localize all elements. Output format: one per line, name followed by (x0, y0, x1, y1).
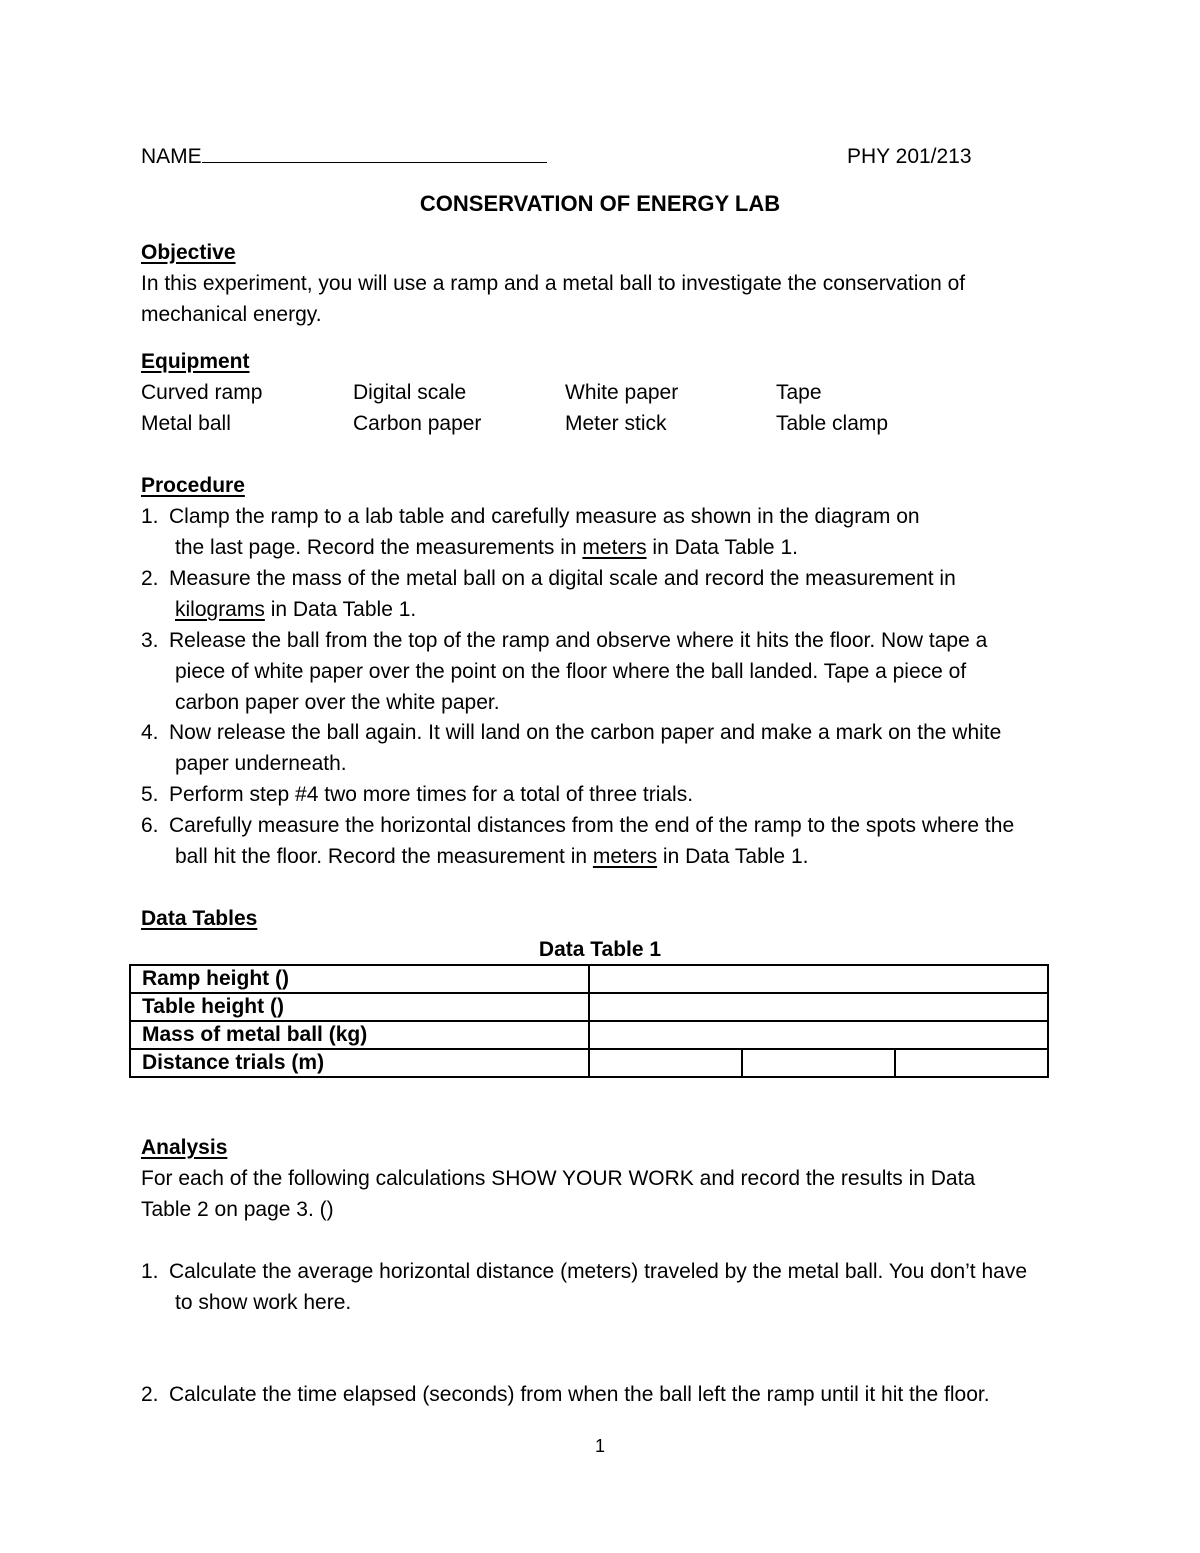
page-number: 1 (594, 1436, 605, 1456)
analysis-intro-line1: For each of the following calculations SHOW YOUR WORK and record the results in Data (141, 1167, 976, 1190)
procedure-step-number: 5. (141, 783, 159, 806)
analysis-heading: Analysis (141, 1136, 228, 1159)
distance-trial-2-cell[interactable] (742, 1049, 895, 1077)
equipment-item: Tape (776, 381, 822, 404)
procedure-step-2-line1: Measure the mass of the metal ball on a digital scale and record the measurement in (169, 567, 956, 590)
objective-heading: Objective (141, 241, 236, 264)
procedure-step-3-line3: carbon paper over the white paper. (175, 691, 500, 714)
page-title: CONSERVATION OF ENERGY LAB (419, 191, 781, 216)
procedure-step-1-line2 (175, 532, 798, 563)
text-run: in Data Table 1. (646, 536, 798, 559)
analysis-question-1-line2: to show work here. (175, 1291, 352, 1314)
distance-trial-1-cell[interactable] (589, 1049, 742, 1077)
equipment-item: Table clamp (776, 412, 889, 435)
procedure-step-number: 4. (141, 721, 159, 744)
underlined-unit: meters (592, 845, 658, 868)
analysis-question-number: 2. (141, 1383, 159, 1406)
equipment-item: Metal ball (141, 412, 231, 435)
equipment-item: White paper (565, 381, 679, 404)
procedure-step-3-line2: piece of white paper over the point on the floor where the ball landed. Tape a piece of (175, 660, 967, 683)
data-tables-heading: Data Tables (141, 907, 258, 930)
row-label-mass: Mass of metal ball (kg) (130, 1021, 589, 1049)
procedure-step-number: 3. (141, 629, 159, 652)
ramp-height-cell[interactable] (589, 965, 1048, 993)
procedure-step-1-line1: Clamp the ramp to a lab table and carefully measure as shown in the diagram on (169, 505, 920, 528)
procedure-step-3-line1: Release the ball from the top of the ramp and observe where it hits the floor. Now tape a (169, 629, 988, 652)
equipment-item: Curved ramp (141, 381, 263, 404)
name-blank-line[interactable] (202, 142, 547, 163)
row-label-table-height: Table height () (130, 993, 589, 1021)
analysis-intro-line2: Table 2 on page 3. () (141, 1198, 334, 1221)
table-height-cell[interactable] (589, 993, 1048, 1021)
procedure-step-6-line2 (175, 841, 808, 872)
analysis-question-1-line1: Calculate the average horizontal distance (meters) traveled by the metal ball. You don’t have (169, 1260, 1028, 1283)
equipment-item: Digital scale (353, 381, 467, 404)
procedure-step-number: 6. (141, 814, 159, 837)
mass-cell[interactable] (589, 1021, 1048, 1049)
table-row (130, 1021, 1048, 1049)
underlined-unit: meters (582, 536, 647, 559)
text-run: the last page. Record the measurements in (175, 536, 583, 559)
procedure-step-6-line1: Carefully measure the horizontal distances from the end of the ramp to the spots where the (169, 814, 1015, 837)
text-run: ball hit the floor. Record the measurement in (175, 845, 593, 868)
data-table-1 (129, 964, 1049, 1078)
procedure-step-2-line2 (175, 594, 416, 625)
procedure-step-number: 2. (141, 567, 159, 590)
row-label-ramp-height: Ramp height () (130, 965, 589, 993)
procedure-heading: Procedure (141, 474, 245, 497)
row-label-distance-trials: Distance trials (m) (130, 1049, 589, 1077)
distance-trial-3-cell[interactable] (895, 1049, 1048, 1077)
procedure-step-4-line2: paper underneath. (175, 752, 347, 775)
procedure-step-number: 1. (141, 505, 159, 528)
objective-text-line2: mechanical energy. (141, 303, 322, 326)
data-table-1-title: Data Table 1 (538, 938, 662, 961)
text-run: in Data Table 1. (657, 845, 809, 868)
equipment-heading: Equipment (141, 350, 250, 373)
analysis-question-2-line1: Calculate the time elapsed (seconds) from when the ball left the ramp until it hit the floor. (169, 1383, 990, 1406)
procedure-step-5-line1: Perform step #4 two more times for a total of three trials. (169, 783, 694, 806)
procedure-step-4-line1: Now release the ball again. It will land on the carbon paper and make a mark on the white (169, 721, 1002, 744)
analysis-question-number: 1. (141, 1260, 159, 1283)
course-code: PHY 201/213 (847, 145, 972, 168)
name-label: NAME (141, 145, 202, 168)
name-field (141, 141, 547, 172)
table-row (130, 965, 1048, 993)
underlined-unit: kilograms (175, 598, 265, 621)
table-row (130, 1049, 1048, 1077)
text-run: in Data Table 1. (264, 598, 417, 621)
objective-text-line1: In this experiment, you will use a ramp and a metal ball to investigate the conservation of (141, 272, 966, 295)
equipment-item: Meter stick (565, 412, 667, 435)
table-row (130, 993, 1048, 1021)
equipment-item: Carbon paper (353, 412, 482, 435)
